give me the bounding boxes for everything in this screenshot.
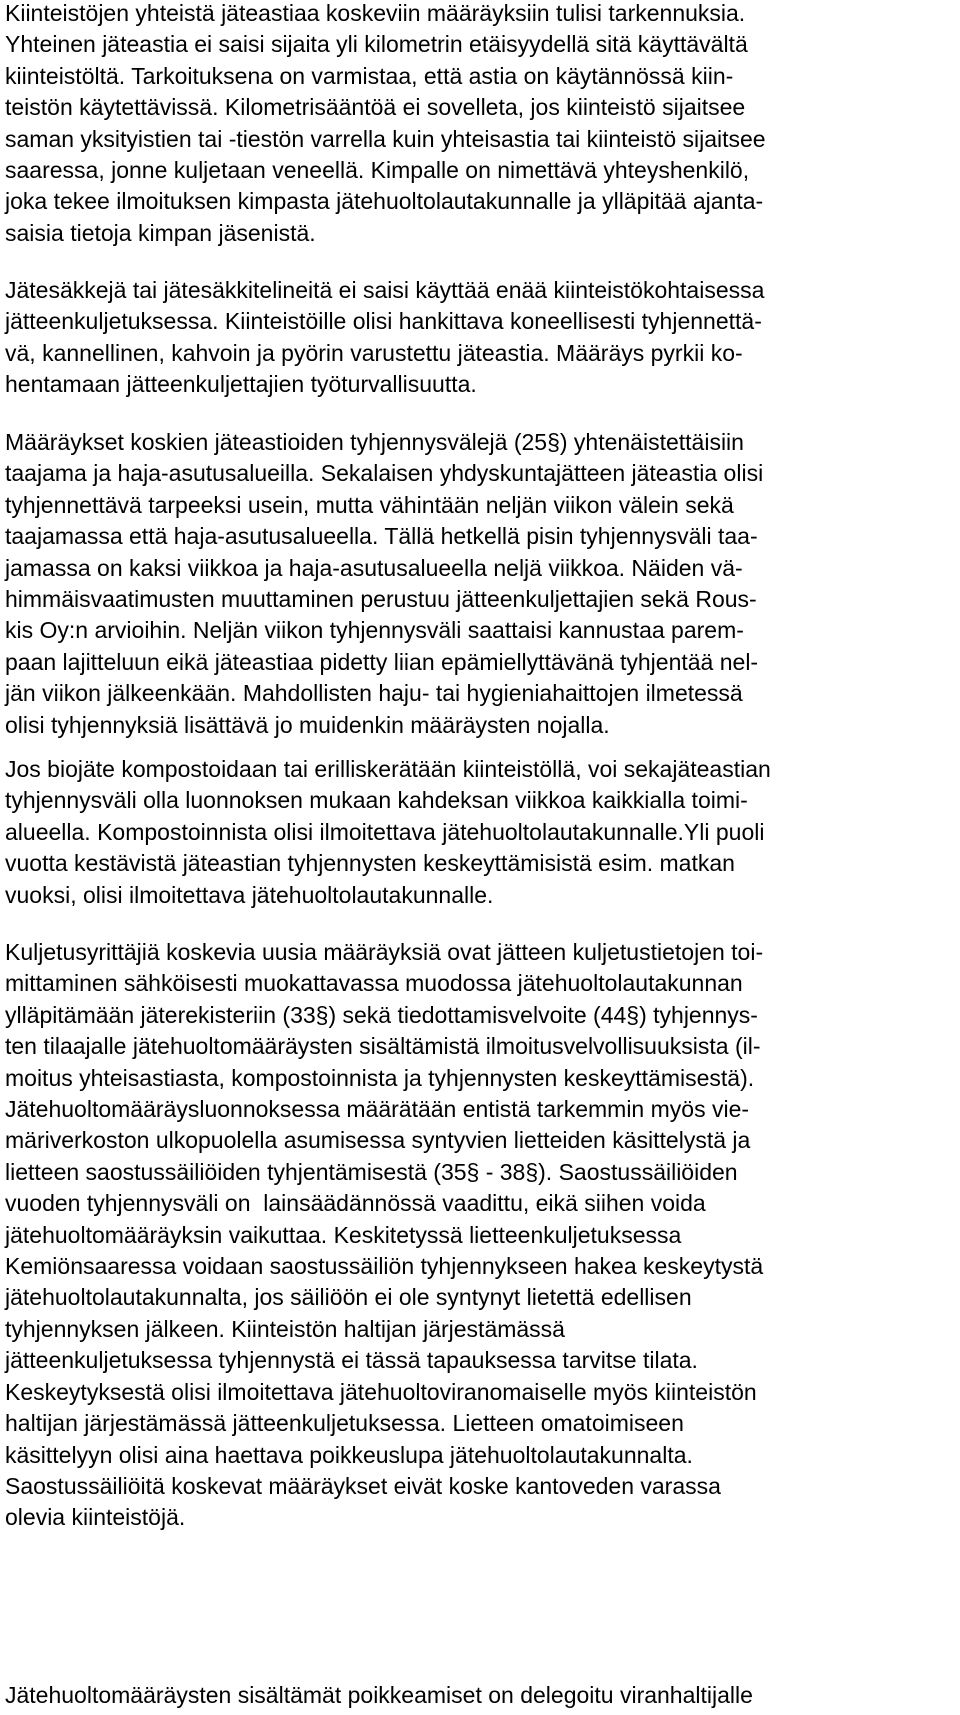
text-line: jätteenkuljetuksessa tyhjennystä ei tässä tapauksessa tarvitse tilata. <box>5 1347 698 1374</box>
text-line: ylläpitämään jäterekisteriin (33§) sekä tiedottamisvelvoite (44§) tyhjennys- <box>5 1001 758 1028</box>
text-line: jätehuoltomääräyksin vaikuttaa. Keskitetyssä lietteenkuljetuksessa <box>5 1221 682 1248</box>
text-line: Jätehuoltomääräysten sisältämät poikkeamiset on delegoitu viranhaltijalle <box>5 1682 753 1708</box>
paragraph-emptying-intervals <box>5 427 763 741</box>
text-line: Yhteinen jäteastia ei saisi sijaita yli kilometrin etäisyydellä sitä käyttävältä <box>5 31 748 58</box>
text-line: Saostussäiliöitä koskevat määräykset eivät koske kantoveden varassa <box>5 1472 721 1499</box>
text-line: alueella. Kompostoinnista olisi ilmoitettava jätehuoltolautakunnalle.Yli puoli <box>5 818 765 845</box>
text-line: mittaminen sähköisesti muokattavassa muodossa jätehuoltolautakunnan <box>5 970 743 997</box>
paragraph-biowaste-composting <box>5 754 771 911</box>
text-line: saman yksityistien tai -tiestön varrella kuin yhteisastia tai kiinteistö sijaitsee <box>5 125 766 152</box>
text-line: tyhjennyksen jälkeen. Kiinteistön haltijan järjestämässä <box>5 1315 565 1342</box>
paragraph-shared-waste-container <box>5 0 766 249</box>
text-line: märiverkoston ulkopuolella asumisessa syntyvien lietteiden käsittelystä ja <box>5 1127 751 1154</box>
text-line: käsittelyyn olisi aina haettava poikkeuslupa jätehuoltolautakunnalta. <box>5 1441 693 1468</box>
text-line: vuoden tyhjennysväli on lainsäädännössä vaadittu, eikä siihen voida <box>5 1190 706 1217</box>
text-line: Kemiönsaaressa voidaan saostussäiliön tyhjennykseen hakea keskeytystä <box>5 1253 764 1280</box>
text-line: jätehuoltolautakunnalta, jos säiliöön ei ole syntynyt lietettä edellisen <box>5 1284 692 1311</box>
text-line: haltijan järjestämässä jätteenkuljetuksessa. Lietteen omatoimiseen <box>5 1410 684 1437</box>
text-line: Kuljetusyrittäjiä koskevia uusia määräyksiä ovat jätteen kuljetustietojen toi- <box>5 939 764 965</box>
text-line: vuotta kestävistä jäteastian tyhjennysten keskeyttämisistä esim. matkan <box>5 850 735 877</box>
text-line: moitus yhteisastiasta, kompostoinnista ja tyhjennysten keskeyttämisestä). <box>5 1064 755 1091</box>
text-line: Jätehuoltomääräysluonnoksessa määrätään entistä tarkemmin myös vie- <box>5 1096 750 1123</box>
text-line: Keskeytyksestä olisi ilmoitettava jätehuoltoviranomaiselle myös kiinteistön <box>5 1378 757 1405</box>
text-line: jätteenkuljetuksessa. Kiinteistöille olisi hankittava koneellisesti tyhjennettä- <box>5 308 762 335</box>
text-line: Jätesäkkejä tai jätesäkkitelineitä ei saisi käyttää enää kiinteistökohtaisessa <box>5 277 765 303</box>
text-line: kiinteistöltä. Tarkoituksena on varmistaa, että astia on käytännössä kiin- <box>5 62 734 89</box>
text-line: Kiinteistöjen yhteistä jäteastiaa koskeviin määräyksiin tulisi tarkennuksia. <box>5 0 746 26</box>
text-line: tyhjennettävä tarpeeksi usein, mutta vähintään neljän viikon välein sekä <box>5 491 734 518</box>
text-line: himmäisvaatimusten muuttaminen perustuu jätteenkuljettajien sekä Rous- <box>5 586 757 613</box>
text-line: jän viikon jälkeenkään. Mahdollisten haju- tai hygieniahaittojen ilmetessä <box>5 680 743 707</box>
text-line: lietteen saostussäiliöiden tyhjentämisestä (35§ - 38§). Saostussäiliöiden <box>5 1158 738 1185</box>
paragraph-transport-entrepreneurs <box>5 937 763 1534</box>
text-line: olisi tyhjennyksiä lisättävä jo muidenkin määräysten nojalla. <box>5 711 610 738</box>
text-line: Jos biojäte kompostoidaan tai erilliskerätään kiinteistöllä, voi sekajäteastian <box>5 756 771 782</box>
text-line: taajama ja haja-asutusalueilla. Sekalaisen yhdyskuntajätteen jäteastia olisi <box>5 460 764 487</box>
text-line: hentamaan jätteenkuljettajien työturvallisuutta. <box>5 371 477 398</box>
text-line: joka tekee ilmoituksen kimpasta jätehuoltolautakunnalle ja ylläpitää ajanta- <box>5 188 764 215</box>
text-line: vuoksi, olisi ilmoitettava jätehuoltolautakunnalle. <box>5 881 494 908</box>
text-line: teistön käytettävissä. Kilometrisääntöä ei sovelleta, jos kiinteistö sijaitsee <box>5 94 746 121</box>
paragraph-waste-sacks <box>5 275 764 401</box>
text-line: ten tilaajalle jätehuoltomääräysten sisältämistä ilmoitusvelvollisuuksista (il- <box>5 1033 761 1060</box>
text-line: saaressa, jonne kuljetaan veneellä. Kimpalle on nimettävä yhteyshenkilö, <box>5 157 750 184</box>
text-line: tyhjennysväli olla luonnoksen mukaan kahdeksan viikkoa kaikkialla toimi- <box>5 787 748 814</box>
text-line: saisia tietoja kimpan jäsenistä. <box>5 219 316 246</box>
text-line: vä, kannellinen, kahvoin ja pyörin varustettu jäteastia. Määräys pyrkii ko- <box>5 339 743 366</box>
text-line: kis Oy:n arvioihin. Neljän viikon tyhjennysväli saattaisi kannustaa parem- <box>5 617 744 644</box>
text-line: paan lajitteluun eikä jäteastiaa pidetty liian epämiellyttävänä tyhjentää nel- <box>5 648 759 675</box>
paragraph-exceptions-delegation <box>5 1680 753 1711</box>
text-line: olevia kiinteistöjä. <box>5 1504 186 1531</box>
text-line: Määräykset koskien jäteastioiden tyhjennysvälejä (25§) yhtenäistettäisiin <box>5 429 744 455</box>
text-line: taajamassa että haja-asutusalueella. Tällä hetkellä pisin tyhjennysväli taa- <box>5 523 758 550</box>
text-line: jamassa on kaksi viikkoa ja haja-asutusalueella neljä viikkoa. Näiden vä- <box>5 554 743 581</box>
